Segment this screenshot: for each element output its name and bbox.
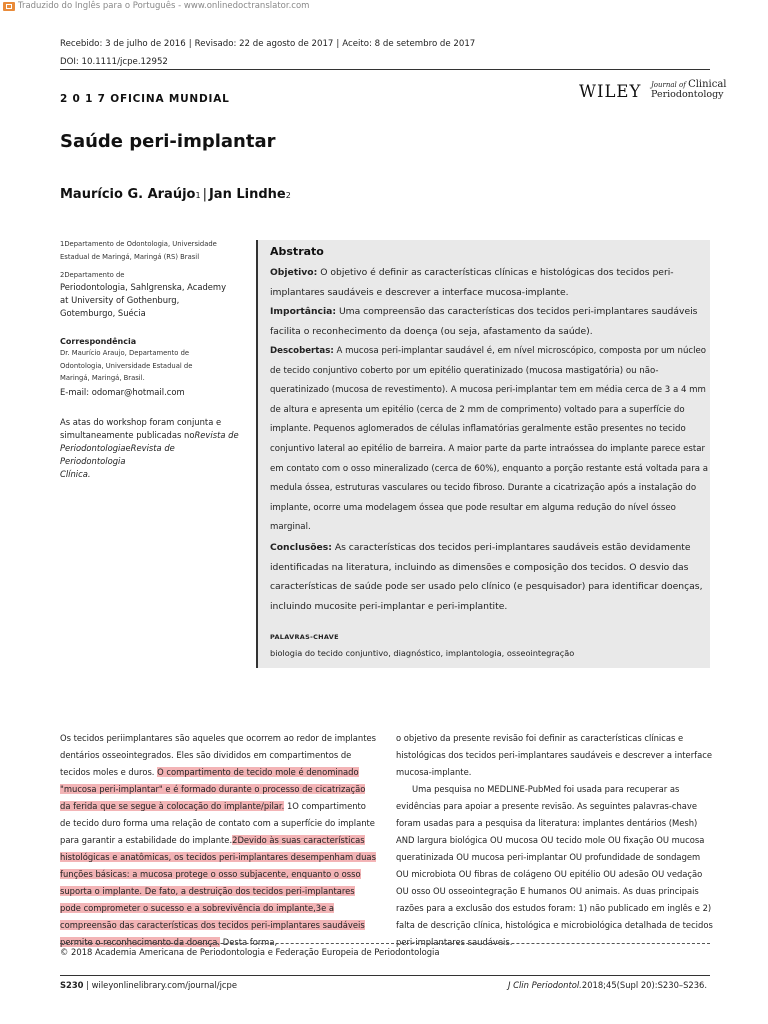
- objective-label: Objetivo:: [270, 267, 318, 278]
- findings-text: A mucosa peri-implantar saudável é, em nível microscópico, composta por um núcleo de tecido conjuntivo coberto por um epitélio queratinizado (mucosa mastigatória) ou não-queratinizado (mucosa de revestimento). A mucosa peri-implantar tem em média cerca de 3 a 4 mm de altura e apresenta um epitélio (cerca de 2 mm de comprimento) voltado para a superfície do implante. Pequenos aglomerados de células inflamatórias geralmente estão presentes no tecido conjuntivo lateral ao epitélio de barreira. A maior parte da parte intraóssea do implante parece estar em contato com o osso mineralizado (cerca de 60%), enquanto a porção restante está voltada para a medula óssea, estruturas vasculares ou tecido fibroso. Durante a cicatrização após a instalação do implante, ocorre uma modelagem óssea que pode resultar em alguma redução do nível ósseo marginal.: [270, 346, 708, 533]
- affiliation-1: 1Departamento de Odontologia, Universidade Estadual de Maringá, Maringá (RS) Brasil: [60, 240, 217, 261]
- doi[interactable]: DOI: 10.1111/jcpe.12952: [60, 57, 168, 67]
- body-left-column: [60, 730, 378, 951]
- copyright: © 2018 Academia Americana de Periodontologia e Federação Europeia de Periodontologia: [60, 947, 440, 957]
- footnote-divider: [60, 943, 710, 944]
- paragraph-text: Os tecidos periimplantares são aqueles que ocorrem ao redor de implantes dentários osseointegrados. Eles são divididos em compartimentos de tecidos moles e duros.: [60, 733, 376, 777]
- abstract-importance: [270, 302, 710, 341]
- journal-logo-prefix: Journal of: [651, 81, 686, 89]
- article-title: Saúde peri-implantar: [60, 131, 276, 152]
- author-1: Maurício G. Araújo: [60, 187, 196, 202]
- conclusions-text: As características dos tecidos peri-implantares saudáveis estão devidamente identificadas na literatura, incluindo as dimensões e composição dos tecidos. O desvio das características de saúde pode ser usado pelo clínico (e pesquisador) para identificar doenças, incluindo mucosite peri-implantar e peri-implantite.: [270, 542, 703, 612]
- journal-logo-word: Clinical: [688, 79, 727, 90]
- author-2-affil: 2: [285, 191, 291, 200]
- citation-details: 2018;45(Supl 20):S230–S236.: [581, 980, 708, 990]
- importance-text: Uma compreensão das características dos tecidos peri-implantares saudáveis facilita o reconhecimento da doença (ou seja, afastamento da saúde).: [270, 306, 698, 337]
- highlighted-text: 2Devido às suas características histológicas e anatômicas, os tecidos peri-implantares desempenham duas funções básicas: a mucosa protege o osso subjacente, enquanto o osso suporta o implante. De fato, a destruição dos tecidos peri-implantares pode comprometer o sucesso e a sobrevivência do implante,3e a compreensão das características dos tecidos peri-implantares saudáveis permite o reconhecimento da doença.: [60, 835, 376, 947]
- correspondence-email[interactable]: E-mail: odomar@hotmail.com: [60, 387, 185, 397]
- publication-note: [60, 416, 240, 481]
- journal-name: Revista de: [194, 430, 239, 440]
- body-right-column: [396, 730, 714, 951]
- journal-abbrev: J Clin Periodontol.: [508, 980, 582, 990]
- publication-note-line: As atas do workshop foram conjunta e: [60, 417, 222, 427]
- revised-date: Revisado: 22 de agosto de 2017: [194, 39, 334, 49]
- accepted-date: Aceito: 8 de setembro de 2017: [342, 39, 476, 49]
- findings-label: Descobertas:: [270, 346, 334, 356]
- page-number: S230: [60, 980, 84, 990]
- abstract-findings: [270, 342, 710, 538]
- footer-citation: [508, 980, 707, 990]
- keywords-heading: PALAVRAS-CHAVE: [270, 633, 339, 641]
- correspondence-line: Odontologia, Universidade Estadual de: [60, 361, 193, 370]
- journal-logo-line2: Periodontology: [651, 89, 724, 100]
- affiliation-2-label: 2Departamento de: [60, 271, 125, 279]
- journal-name: Clínica.: [60, 469, 91, 479]
- affiliation-2-line: at University of Gothenburg,: [60, 295, 180, 305]
- paragraph-text: Desta forma,: [222, 937, 278, 947]
- footer-left: S230 | wileyonlinelibrary.com/journal/jcpe: [60, 980, 237, 990]
- abstract-title: Abstrato: [270, 245, 324, 258]
- correspondence-line: Maringá, Maringá, Brasil.: [60, 374, 145, 382]
- affiliation-2: [60, 281, 240, 320]
- correspondence-address: [60, 347, 240, 385]
- article-dates: Recebido: 3 de julho de 2016 | Revisado: 22 de agosto de 2017 | Aceito: 8 de setembro de 2017: [60, 39, 476, 49]
- journal-logo: [651, 80, 727, 99]
- section-label: 2 0 1 7 OFICINA MUNDIAL: [60, 93, 230, 105]
- received-date: Recebido: 3 de julho de 2016: [60, 39, 186, 49]
- author-separator: |: [202, 187, 207, 202]
- correspondence-line: Dr. Maurício Araujo, Departamento de: [60, 349, 190, 357]
- translate-icon: [3, 2, 15, 11]
- journal-name: Periodontologia: [60, 443, 126, 453]
- journal-site-link[interactable]: wileyonlinelibrary.com/journal/jcpe: [91, 980, 237, 990]
- author-line: [60, 187, 291, 202]
- header-divider: [60, 69, 710, 70]
- publication-note-conj: e: [125, 443, 131, 453]
- keywords: biologia do tecido conjuntivo, diagnóstico, implantologia, osseointegração: [270, 648, 575, 658]
- author-1-affil: 1: [195, 191, 201, 200]
- publisher-logo: WILEY: [579, 82, 642, 101]
- affiliation-2-line: Gotemburgo, Suécia: [60, 308, 146, 318]
- conclusions-label: Conclusões:: [270, 542, 332, 553]
- importance-label: Importância:: [270, 306, 337, 317]
- translator-banner-text[interactable]: Traduzido do Inglês para o Português - www.onlinedoctranslator.com: [18, 1, 310, 11]
- abstract-conclusions: [270, 538, 710, 616]
- paragraph-text: 1O compartimento de tecido duro forma uma relação de contato com a superfície do implante para garantir a estabilidade do implante.: [60, 801, 375, 845]
- journal-name: Revista de Periodontologia: [60, 443, 175, 466]
- publication-note-line: simultaneamente publicadas no: [60, 430, 195, 440]
- objective-text: O objetivo é definir as características clínicas e histológicas dos tecidos peri-implantares saudáveis e descrever a interface mucosa-implante.: [270, 267, 674, 298]
- abstract-objective: [270, 263, 710, 302]
- correspondence-heading: Correspondência: [60, 337, 137, 346]
- paragraph-text: o objetivo da presente revisão foi definir as características clínicas e histológicas dos tecidos peri-implantares saudáveis e descrever a interface mucosa-implante.: [396, 733, 712, 777]
- footer-divider: [60, 975, 710, 976]
- paragraph-text: Uma pesquisa no MEDLINE-PubMed foi usada para recuperar as evidências para apoiar a presente revisão. As seguintes palavras-chave foram usadas para a pesquisa da literatura: implantes dentários (Mesh) AND largura biológica OU mucosa OU tecido mole OU fixação OU mucosa queratinizada OU mucosa peri-implantar OU profundidade de sondagem OU microbiota OU fibras de colágeno OU epitélio OU adesão OU vedação OU osso OU osseointegração E humanos OU animais. As duas principais razões para a exclusão dos estudos foram: 1) não publicado em inglês e 2) falta de descrição clínica, histológica e microbiológica detalhada de tecidos peri-implantares saudáveis.: [396, 784, 713, 947]
- translator-banner[interactable]: [0, 0, 309, 12]
- affiliation-2-line: Periodontologia, Sahlgrenska, Academy: [60, 282, 227, 292]
- highlighted-text: O compartimento de tecido mole é denominado "mucosa peri-implantar" e é formado durante o processo de cicatrização da ferida que se segue à colocação do implante/pilar.: [60, 767, 366, 811]
- author-2: Jan Lindhe: [208, 187, 286, 202]
